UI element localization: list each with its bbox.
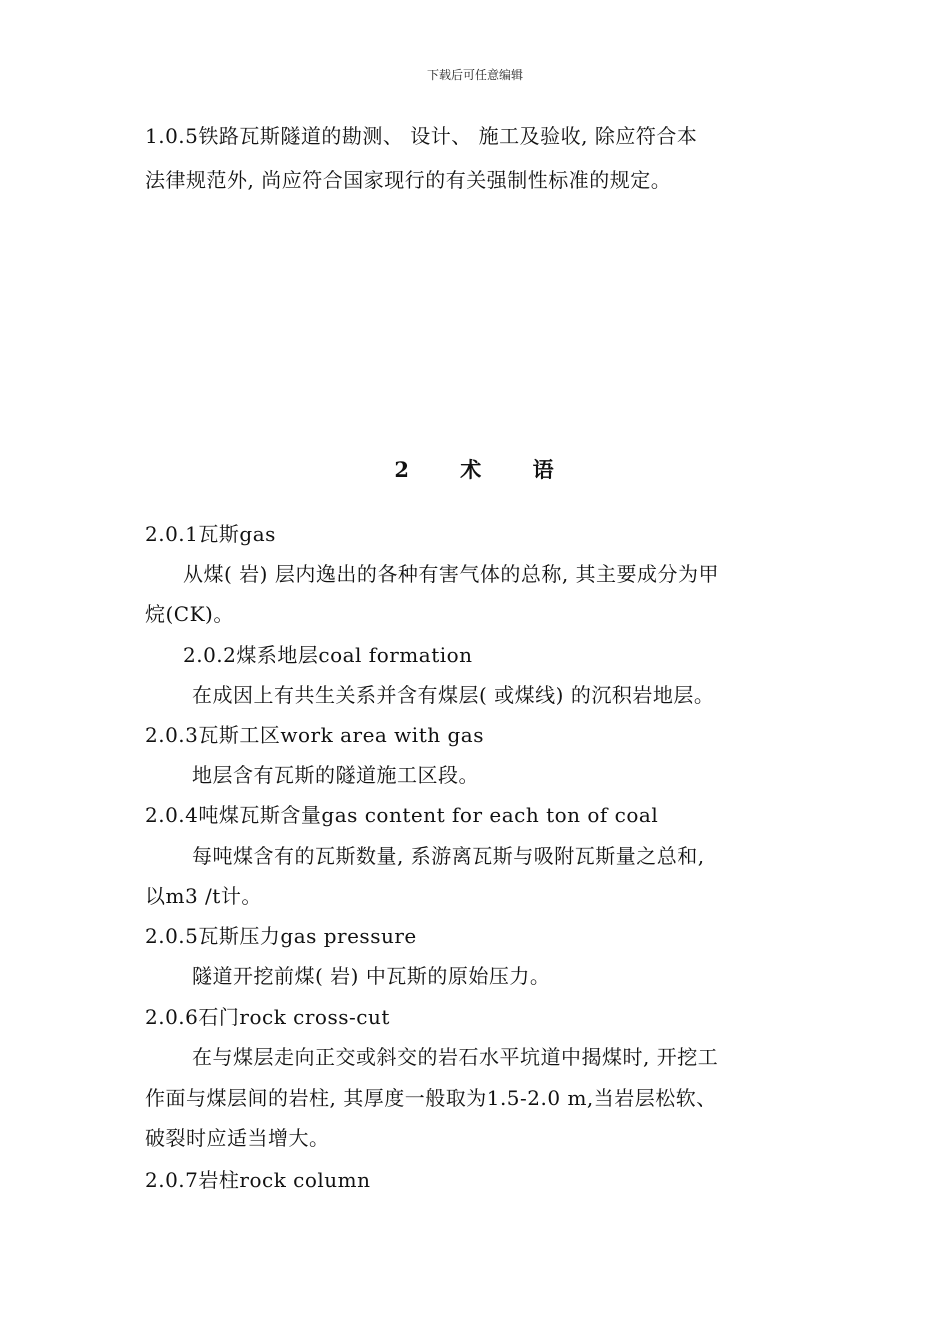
clause-1-0-5-line-2: 法律规范外, 尚应符合国家现行的有关强制性标准的规定。 (145, 168, 672, 192)
term-2-0-7-heading: 2.0.7岩柱rock column (145, 1168, 371, 1192)
term-2-0-2-definition: 在成因上有共生关系并含有煤层( 或煤线) 的沉积岩地层。 (192, 683, 715, 707)
term-2-0-4-heading: 2.0.4吨煤瓦斯含量gas content for each ton of coal (145, 803, 659, 827)
term-2-0-2-heading: 2.0.2煤系地层coal formation (183, 643, 473, 667)
term-2-0-5-heading: 2.0.5瓦斯压力gas pressure (145, 924, 417, 948)
term-2-0-6-heading: 2.0.6石门rock cross-cut (145, 1005, 390, 1029)
term-2-0-3-heading: 2.0.3瓦斯工区work area with gas (145, 723, 484, 747)
term-2-0-4-definition-line-2: 以m3 /t计。 (145, 884, 262, 908)
term-2-0-1-heading: 2.0.1瓦斯gas (145, 522, 276, 546)
term-2-0-6-definition-line-1: 在与煤层走向正交或斜交的岩石水平坑道中揭煤时, 开挖工 (192, 1045, 719, 1069)
clause-1-0-5-line-1: 1.0.5铁路瓦斯隧道的勘测、 设计、 施工及验收, 除应符合本 (145, 124, 698, 148)
term-2-0-1-definition-line-2: 烷(CK)。 (145, 602, 234, 626)
term-2-0-1-definition-line-1: 从煤( 岩) 层内逸出的各种有害气体的总称, 其主要成分为甲 (183, 562, 720, 586)
term-2-0-4-definition-line-1: 每吨煤含有的瓦斯数量, 系游离瓦斯与吸附瓦斯量之总和, (192, 844, 705, 868)
term-2-0-6-definition-line-3: 破裂时应适当增大。 (145, 1126, 330, 1150)
chapter-title: 2 术 语 (394, 457, 556, 482)
term-2-0-6-definition-line-2: 作面与煤层间的岩柱, 其厚度一般取为1.5-2.0 m,当岩层松软、 (145, 1086, 717, 1110)
page-header: 下载后可任意编辑 (426, 68, 523, 82)
term-2-0-5-definition: 隧道开挖前煤( 岩) 中瓦斯的原始压力。 (192, 964, 551, 988)
term-2-0-3-definition: 地层含有瓦斯的隧道施工区段。 (192, 763, 479, 787)
